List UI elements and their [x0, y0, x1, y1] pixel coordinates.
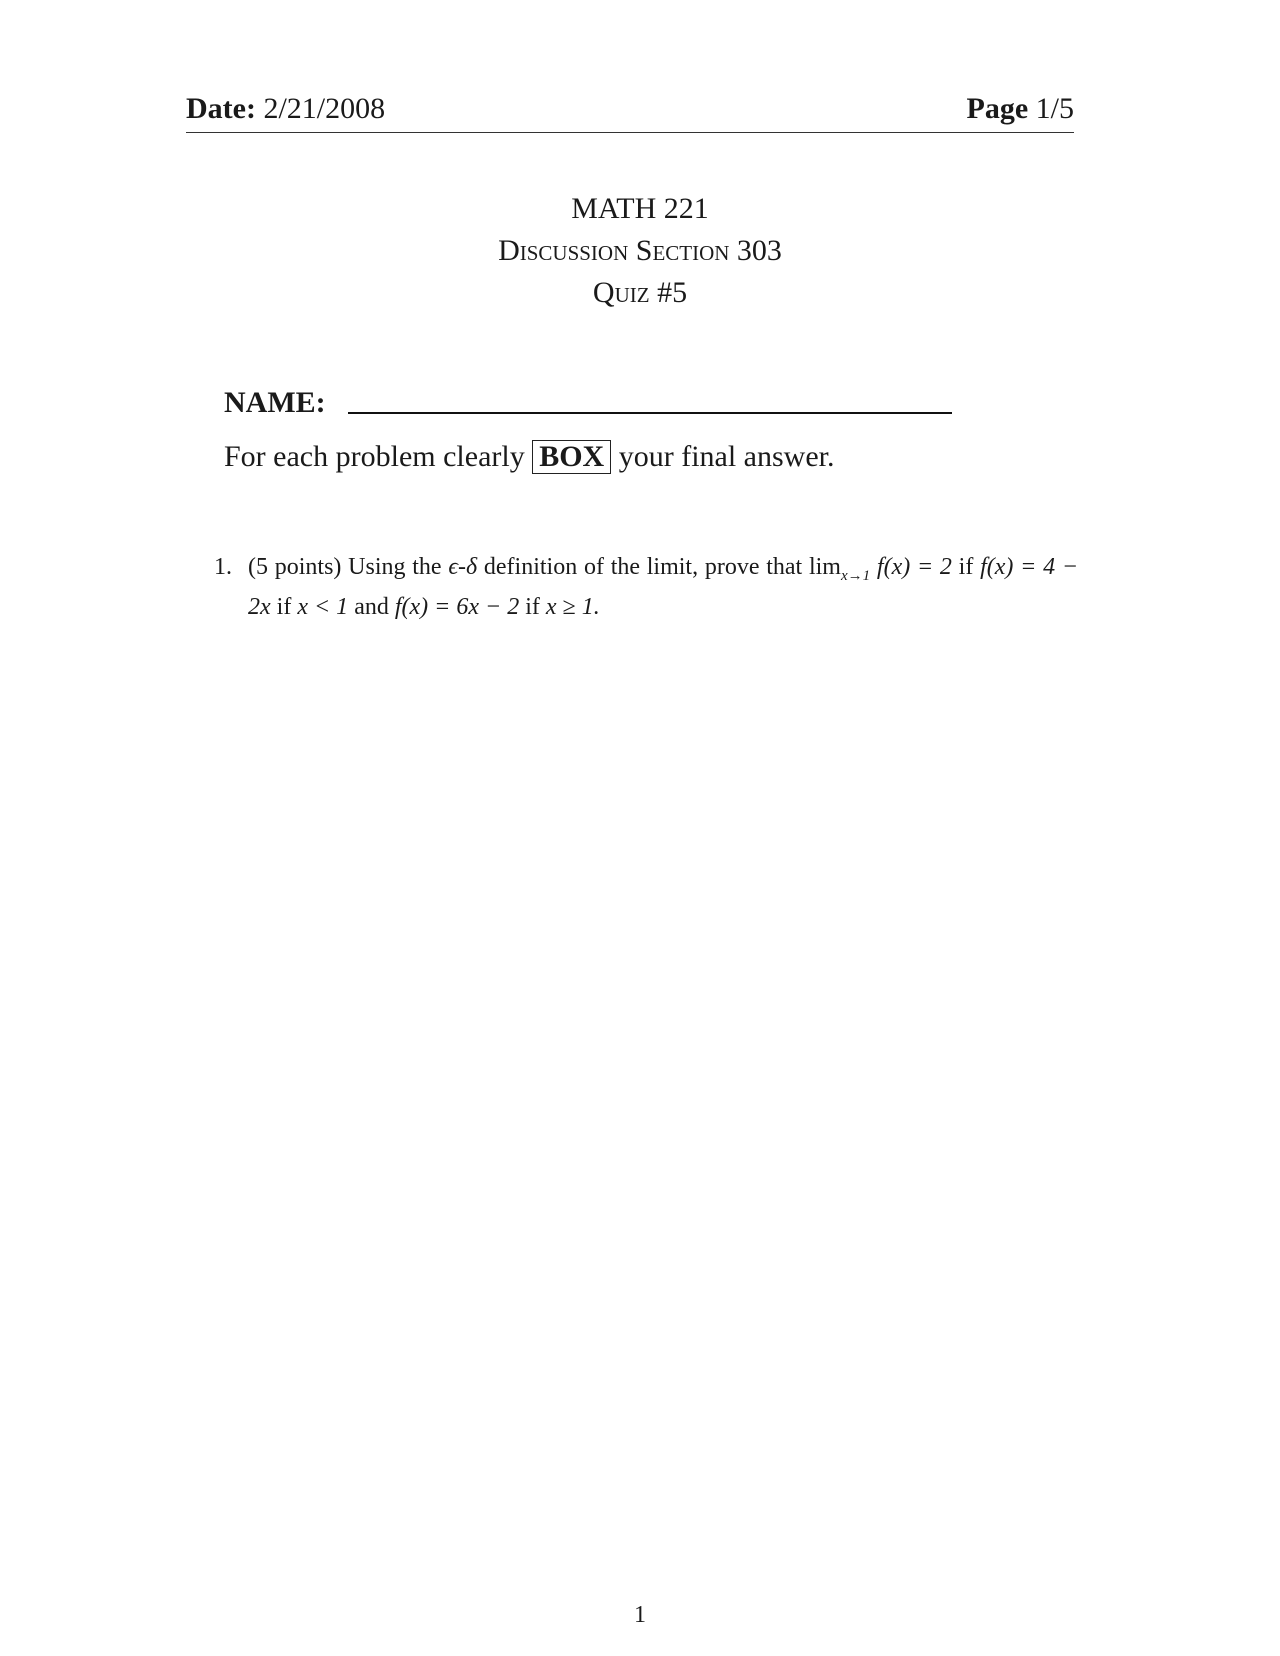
epsilon-delta: ϵ-δ	[448, 554, 478, 580]
page-label: Page	[966, 92, 1029, 125]
problem-text	[248, 552, 1078, 623]
title-block	[0, 188, 1280, 314]
page-number: 1	[634, 1602, 646, 1628]
condition-1: x < 1	[297, 593, 349, 620]
problem-text-d: if	[276, 593, 292, 620]
course-title: MATH 221	[571, 192, 709, 225]
problem-1	[214, 552, 1078, 623]
problem-text-c: if	[958, 554, 974, 580]
problem-points: (5 points)	[248, 554, 342, 580]
section-title: Discussion Section 303	[498, 234, 782, 267]
instruction-after: your final answer.	[618, 440, 835, 473]
problem-text-f: if	[525, 593, 540, 620]
problem-text-a: Using the	[348, 554, 442, 580]
limit-expression	[808, 554, 871, 584]
quiz-title: Quiz #5	[592, 276, 688, 309]
date-value: 2/21/2008	[263, 92, 386, 125]
date-label: Date:	[186, 92, 256, 125]
instruction	[224, 440, 835, 474]
page-indicator	[967, 92, 1074, 126]
name-field-line[interactable]	[348, 412, 952, 414]
page-value: 1/5	[1035, 92, 1074, 125]
piece-2: f(x) = 6x − 2	[394, 593, 520, 620]
piece-1: f(x) = 4 − 2x	[248, 554, 1079, 620]
lim-operator: lim	[808, 554, 841, 580]
lim-subscript: x→1	[840, 567, 871, 584]
instruction-before: For each problem clearly	[224, 440, 525, 473]
problem-number: 1.	[214, 554, 232, 580]
limit-value: f(x) = 2	[876, 554, 952, 580]
date	[186, 92, 385, 126]
page-header	[186, 90, 1074, 133]
problem-text-e: and	[354, 593, 389, 620]
box-keyword: BOX	[532, 440, 611, 474]
condition-2: x ≥ 1.	[545, 593, 600, 620]
problem-text-b: definition of the limit, prove that	[483, 554, 803, 580]
name-label: NAME:	[224, 386, 326, 419]
